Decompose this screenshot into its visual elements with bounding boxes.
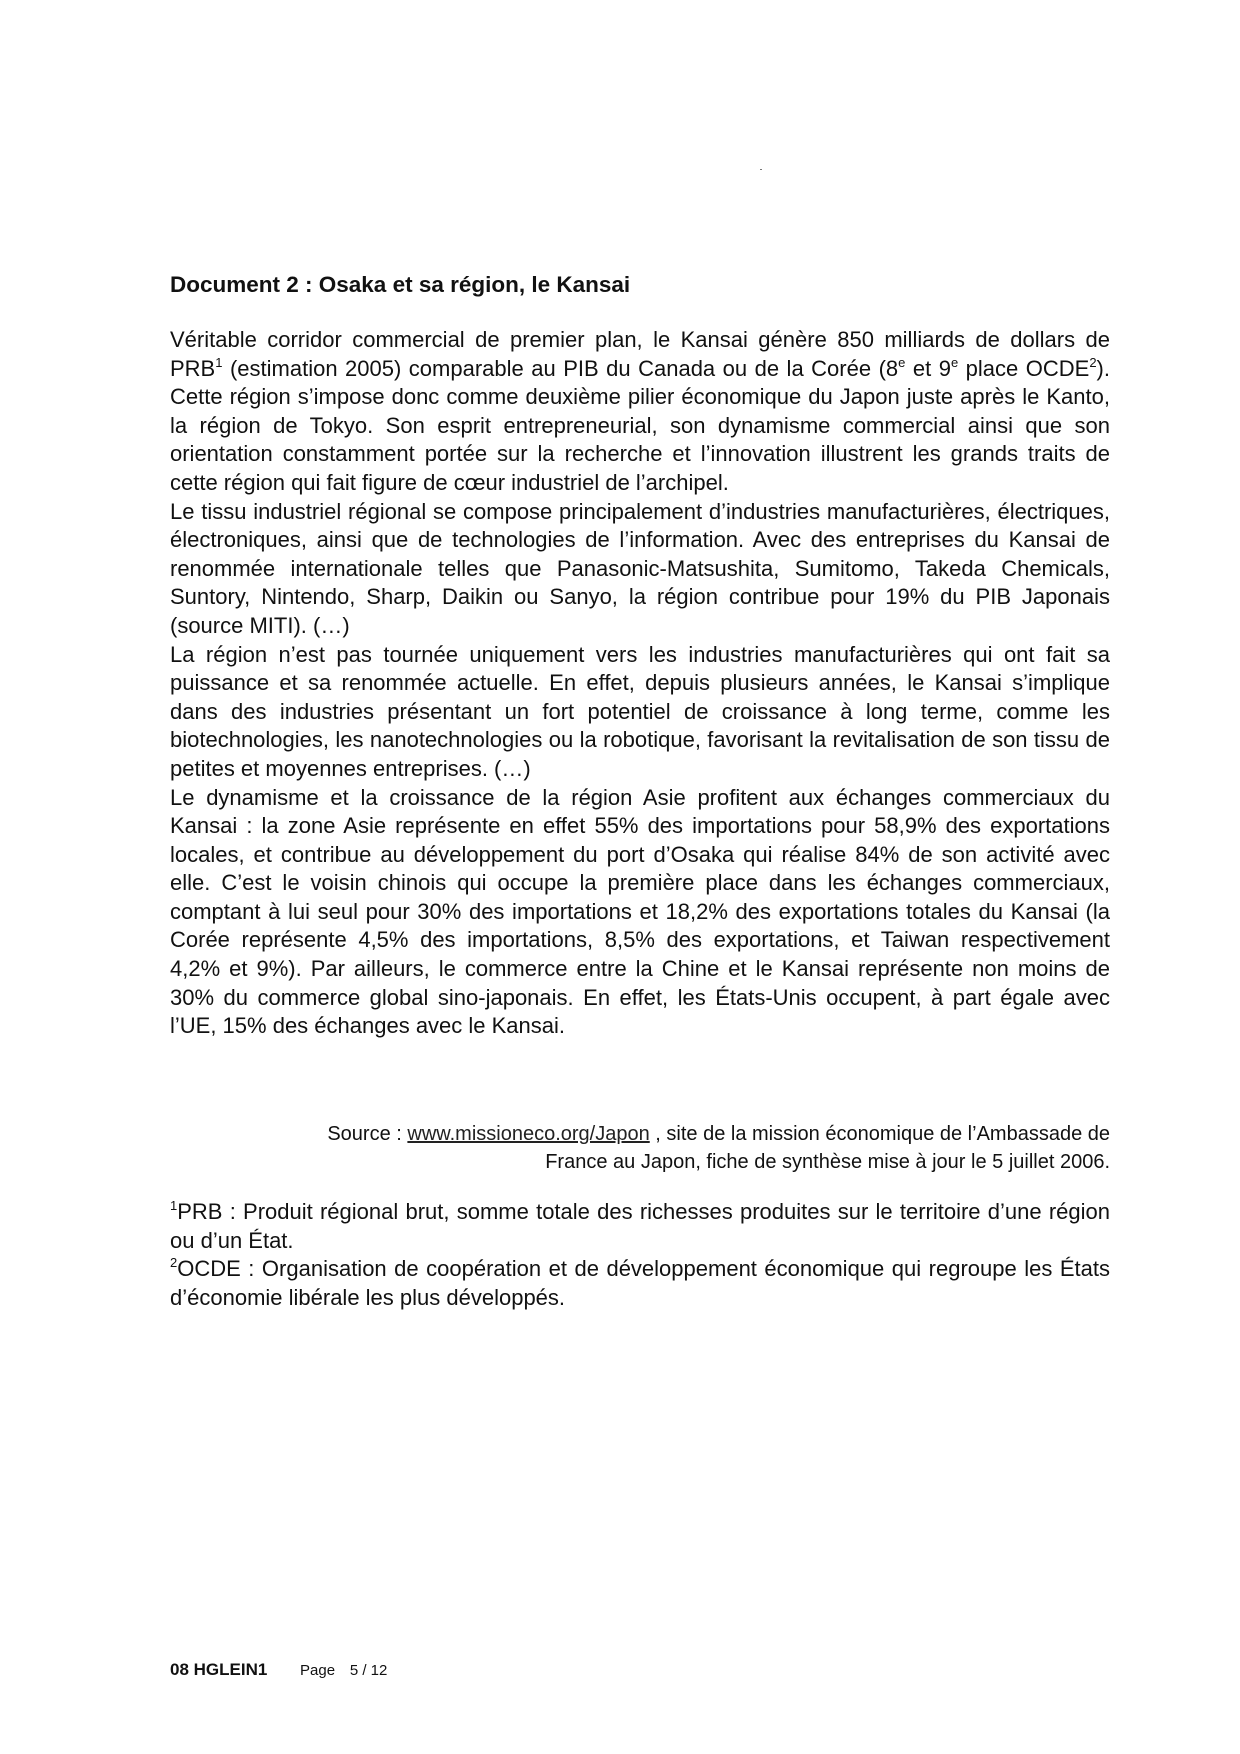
paragraph-3: La région n’est pas tournée uniquement vers les industries manufacturières qui ont fait sa puissance et sa renommée actuelle. En effet, depuis plusieurs années, le Kansai s’implique dans des industries présentant un fort potentiel de croissance à long terme, comme les biotechnologies, les nanotechnologies ou la robotique, favorisant la revitalisation de son tissu de petites et moyennes entreprises. (…) (170, 641, 1110, 781)
footnote-ref-1: 1 (215, 354, 223, 370)
paragraph-2: Le tissu industriel régional se compose principalement d’industries manufacturières, électriques, électroniques, ainsi que de technologies de l’information. Avec des entreprises du Kansai de renommée internationale telles que Panasonic-Matsushita, Sumitomo, Takeda Chemicals, Suntory, Nintendo, Sharp, Daikin ou Sanyo, la région contribue pour 19% du PIB Japonais (source MITI). (…) (170, 498, 1110, 638)
footnote-1: $^1$PRB : Produit régional brut, somme totale des richesses produites sur le territoire d’une région ou d’un État. (170, 1198, 1110, 1253)
source-citation (190, 1120, 1110, 1176)
document-code: 08 HGLEIN1 (170, 1660, 268, 1679)
page-label: Page (300, 1662, 336, 1679)
paragraph-4: Le dynamisme et la croissance de la région Asie profitent aux échanges commerciaux du Kansai : la zone Asie représente en effet 55% des importations pour 58,9% des exportations locales, et contribue au développement du port d’Osaka qui réalise 84% de son activité avec elle. C’est le voisin chinois qui occupe la première place dans les échanges commerciaux, comptant à lui seul pour 30% des importations et 18,2% des exportations totales du Kansai (la Corée représente 4,5% des importations, 8,5% des exportations, et Taiwan respectivement 4,2% et 9%). Par ailleurs, le commerce entre la Chine et le Kansai représente non moins de 30% du commerce global sino-japonais. En effet, les États-Unis occupent, à part égale avec l’UE, 15% des échanges avec le Kansai. (170, 784, 1110, 1039)
document-body (170, 326, 1110, 1041)
footnotes (170, 1198, 1110, 1312)
source-link[interactable]: www.missioneco.org/Japon (407, 1123, 650, 1145)
source-line-2: France au Japon, fiche de synthèse mise à jour le 5 juillet 2006. (545, 1151, 1110, 1173)
page-number: 5 / 12 (349, 1662, 388, 1679)
page-footer (170, 1660, 387, 1680)
paragraph-1: Véritable corridor commercial de premier plan, le Kansai génère 850 milliards de dollars de PRB$^1$ (estimation 2005) comparable au PIB du Canada ou de la Corée (8e et 9e place OCDE$^2$). Cette région s’impose donc comme deuxième pilier économique du Japon juste après le Kanto, la région de Tokyo. Son esprit entrepreneurial, son dynamisme commercial ainsi que son orientation constamment portée sur la recherche et l’innovation illustrent les grands traits de cette région qui fait figure de cœur industriel de l’archipel. (170, 327, 1110, 495)
document-title: Document 2 : Osaka et sa région, le Kansai (170, 272, 631, 297)
footnote-2: $^2$OCDE : Organisation de coopération et de développement économique qui regroupe les États d’économie libérale les plus développés. (170, 1255, 1110, 1310)
scan-speck (760, 169, 762, 170)
footnote-ref-2: 2 (1089, 354, 1097, 370)
source-line-1: Source : www.missioneco.org/Japon , site de la mission économique de l’Ambassade de (327, 1123, 1110, 1145)
